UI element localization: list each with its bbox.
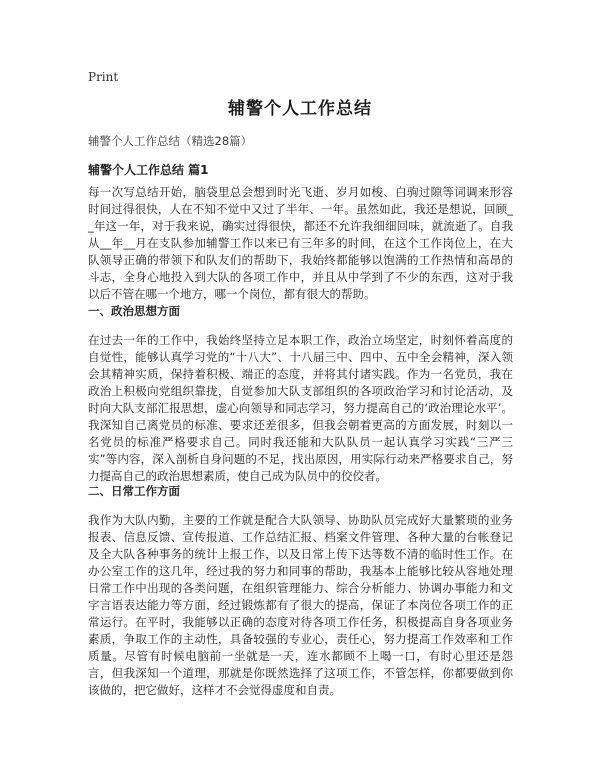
paragraph-political: 在过去一年的工作中，我始终坚持立足本职工作，政治立场坚定，时刻怀着高度的自觉性，能够认真学习党的“十八大”、十八届三中、四中、五中全会精神，深入领会其精神实质，保持着积极、端正的态度，并将其付诸实践。作为一名党员，我在政治上积极向党组织靠拢，自觉参加大队支部组织的各项政治学习和讨论活动，及时向大队支部汇报思想，虚心向领导和同志学习，努力提高自己的‘政治理论水平’。我深知自己离党员的标准、要求还差很多，但我会朝着更高的方面发展，时刻以一名党员的标准严格要求自己。同时我还能和大队队员一起认真学习实践“三严三实”等内容，深入剖析自身问题的不足，找出原因，用实际行动来严格要求自己，努力提高自己的政治思想素质，使自己成为队员中的佼佼者。 (88, 333, 513, 483)
paragraph-daily-work: 我作为大队内勤，主要的工作就是配合大队领导、协助队员完成好大量繁琐的业务报表、信息反馈、宣传报道、工作总结汇报、档案文件管理、各种大量的台帐登记及全大队各种事务的统计上报工作，以及日常上传下达等数不清的临时性工作。在办公室工作的这几年，经过我的努力和同事的帮助，我基本上能够比较从容地处理日常工作中出现的各类问题，在组织管理能力、综合分析能力、协调办事能力和文字言语表达能力等方面，经过锻炼都有了很大的提高，保证了本岗位各项工作的正常运行。在平时，我能够以正确的态度对待各项工作任务，积极提高自身各项业务素质，争取工作的主动性，具备较强的专业心，责任心，努力提高工作效率和工作质量。尽管有时候电脑前一坐就是一天，连水都顾不上喝一口，有时心里还是怨言，但我深知一个道理，那就是你既然选择了这项工作，不管怎样，你都要做到你该做的，把它做好，这样才不会觉得虚度和自责。 (88, 513, 513, 697)
section-heading-political: 一、政治思想方面 (88, 304, 180, 318)
print-link[interactable]: Print (88, 70, 119, 84)
paragraph-intro: 每一次写总结开始，脑袋里总会想到时光飞逝、岁月如梭、白驹过隙等词调来形容时间过得很快，人在不知不觉中又过了半年、一年。虽然如此，我还是想说，回顾__年这一年，对于我来说，确实过得很快，都还不允许我细细回味，就流逝了。自我从__年__月在支队参加辅警工作以来已有三年多的时间，在这个工作岗位上，在大队领导正确的带领下和队友们的帮助下，我始终都能够以饱满的工作热情和高昂的斗志，全身心地投入到大队的各项工作中，并且从中学到了不少的东西，这对于我以后不管在哪一个地方，哪一个岗位，都有很大的帮助。 (88, 185, 513, 301)
document-subtitle: 辅警个人工作总结（精选28篇） (88, 134, 253, 148)
document-title: 辅警个人工作总结 (228, 99, 372, 119)
article-heading: 辅警个人工作总结 篇1 (88, 163, 209, 177)
section-heading-daily-work: 二、日常工作方面 (88, 484, 180, 498)
